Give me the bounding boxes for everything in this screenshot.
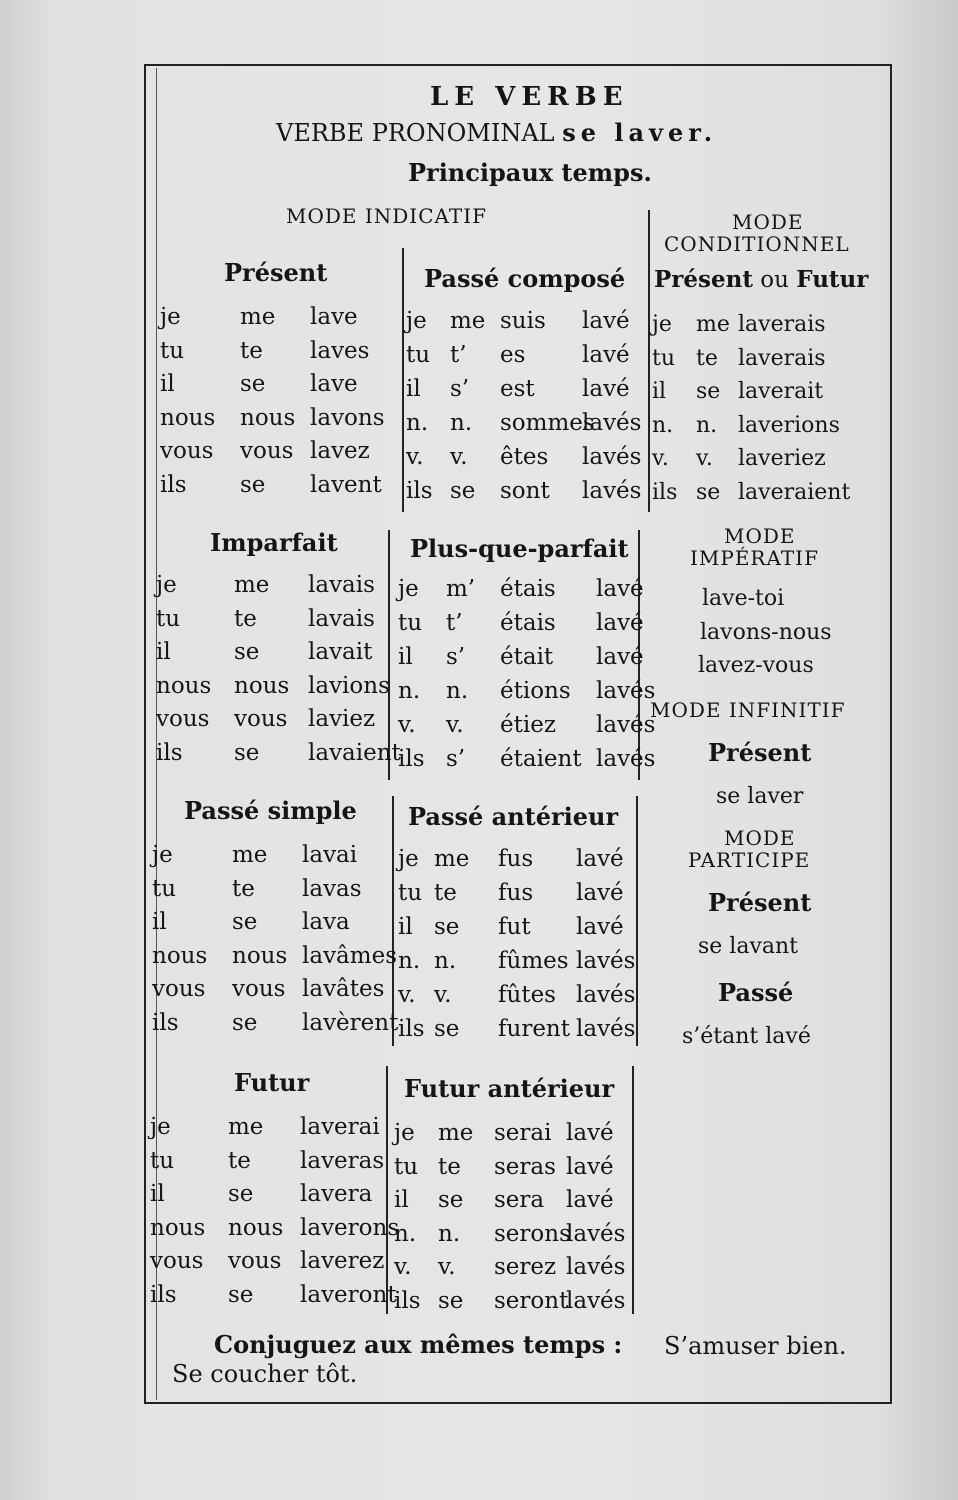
passe-anterieur-cell: lavé <box>576 914 624 940</box>
heading-present: Présent <box>224 258 328 287</box>
futur-anterieur-cell: n. <box>394 1220 417 1247</box>
plus-que-parfait-cell: lavé <box>596 644 644 670</box>
futur-cell: vous <box>228 1248 282 1274</box>
passe-compose-cell: lavé <box>582 376 630 402</box>
plus-que-parfait-cell: étais <box>500 610 556 636</box>
present-cell: lave <box>310 304 358 330</box>
passe-compose-cell: sont <box>500 478 550 504</box>
passe-simple-cell: lavâtes <box>302 976 385 1002</box>
present-cell: me <box>240 304 276 330</box>
futur-anterieur-cell: sera <box>494 1187 545 1213</box>
cond-head-present: Présent <box>654 266 753 293</box>
passe-anterieur-cell: se <box>434 914 460 940</box>
plus-que-parfait-cell: lavé <box>596 576 644 602</box>
passe-anterieur-cell: fus <box>498 880 534 906</box>
subtitle <box>276 118 717 147</box>
plus-que-parfait-cell: étais <box>500 576 556 602</box>
section-title: Principaux temps. <box>408 158 652 187</box>
passe-anterieur-cell: lavés <box>576 982 636 1008</box>
conditionnel-cell: me <box>696 312 730 337</box>
imparfait-cell: se <box>234 639 260 665</box>
heading-futur: Futur <box>234 1068 310 1097</box>
plus-que-parfait-cell: lavés <box>596 678 656 704</box>
passe-simple-cell: il <box>152 909 167 935</box>
passe-compose-cell: tu <box>406 342 431 368</box>
mode-imperatif-2: IMPÉRATIF <box>690 546 819 570</box>
futur-anterieur-cell: serai <box>494 1120 552 1146</box>
conditionnel-cell: il <box>652 379 667 404</box>
divider-right-4 <box>632 1066 634 1314</box>
heading-passe-anterieur: Passé antérieur <box>408 802 619 831</box>
imparfait-cell: je <box>156 572 177 598</box>
passe-simple-cell: lava <box>302 909 350 935</box>
passe-compose-cell: t’ <box>450 342 467 368</box>
conditionnel-cell: n. <box>652 412 674 438</box>
passe-simple-cell: nous <box>232 942 288 969</box>
futur-anterieur-cell: lavés <box>566 1254 626 1280</box>
present-cell: se <box>240 471 266 498</box>
footer-instruction: Conjuguez aux mêmes temps : <box>214 1330 623 1359</box>
present-cell: laves <box>310 337 370 364</box>
imparfait-cell: vous <box>156 706 210 732</box>
plus-que-parfait-cell: lavés <box>596 746 656 772</box>
passe-compose-cell: s’ <box>450 376 470 402</box>
mode-infinitif: MODE INFINITIF <box>650 698 846 722</box>
imparfait-cell: vous <box>234 706 288 732</box>
conditionnel-cell: laverait <box>738 379 824 404</box>
imparfait-cell: te <box>234 605 257 632</box>
imparfait-cell: me <box>234 572 270 598</box>
passe-anterieur-cell: il <box>398 914 413 940</box>
passe-compose-cell: v. <box>450 444 468 470</box>
conditionnel-cell: v. <box>652 446 669 471</box>
present-cell: nous <box>160 404 216 431</box>
plus-que-parfait-cell: étaient <box>500 746 582 772</box>
passe-anterieur-cell: ils <box>398 1016 425 1042</box>
futur-anterieur-cell: v. <box>438 1254 456 1280</box>
mode-conditionnel-2: CONDITIONNEL <box>664 232 850 256</box>
conditionnel-cell: te <box>696 345 718 371</box>
passe-simple-cell: lavas <box>302 875 362 902</box>
plus-que-parfait-cell: était <box>500 644 554 670</box>
futur-cell: il <box>150 1181 165 1207</box>
passe-compose-cell: sommes <box>500 410 595 436</box>
passe-compose-cell: lavé <box>582 342 630 368</box>
heading-futur-anterieur: Futur antérieur <box>404 1074 615 1103</box>
futur-anterieur-cell: lavés <box>566 1220 626 1247</box>
mode-participe-2: PARTICIPE <box>688 848 811 872</box>
passe-compose-cell: se <box>450 478 476 504</box>
passe-compose-cell: v. <box>406 444 424 470</box>
futur-cell: je <box>150 1114 171 1140</box>
passe-anterieur-cell: lavé <box>576 846 624 872</box>
passe-simple-cell: ils <box>152 1009 179 1036</box>
passe-compose-cell: lavés <box>582 478 642 504</box>
futur-anterieur-cell: lavé <box>566 1153 614 1180</box>
passe-anterieur-cell: je <box>398 846 419 872</box>
futur-cell: laverons <box>300 1214 400 1241</box>
heading-conditionnel <box>654 266 868 293</box>
futur-cell: lavera <box>300 1181 373 1207</box>
plus-que-parfait-cell: s’ <box>446 644 466 670</box>
passe-compose-cell: ils <box>406 478 433 504</box>
imparfait-cell: lavais <box>308 605 375 632</box>
page-title: LE VERBE <box>430 82 629 112</box>
passe-anterieur-cell: fûmes <box>498 948 569 974</box>
plus-que-parfait-cell: v. <box>446 712 464 738</box>
passe-compose-cell: êtes <box>500 444 549 470</box>
conditionnel-cell: laverions <box>738 412 840 438</box>
passe-simple-cell: vous <box>232 976 286 1002</box>
passe-simple-cell: vous <box>152 976 206 1002</box>
conditionnel-cell: laveraient <box>738 479 851 505</box>
futur-cell: laveras <box>300 1147 385 1174</box>
futur-cell: laverez <box>300 1248 385 1274</box>
divider-left-1 <box>402 248 404 512</box>
imperatif-cell: lavons-nous <box>700 619 832 645</box>
plus-que-parfait-cell: n. <box>446 678 469 704</box>
plus-que-parfait-cell: s’ <box>446 746 466 772</box>
conditionnel-cell: laveriez <box>738 446 826 471</box>
plus-que-parfait-cell: n. <box>398 678 421 704</box>
present-cell: lave <box>310 371 358 397</box>
subtitle-verb: se laver. <box>562 118 718 147</box>
passe-compose-cell: n. <box>406 410 429 436</box>
present-cell: je <box>160 304 181 330</box>
participe-head-present: Présent <box>708 888 812 917</box>
infinitif-value: se laver <box>716 784 804 809</box>
futur-anterieur-cell: seras <box>494 1153 556 1180</box>
footer-example-2: Se coucher tôt. <box>172 1360 358 1388</box>
imparfait-cell: lavaient <box>308 739 401 766</box>
futur-anterieur-cell: v. <box>394 1254 412 1280</box>
conditionnel-cell: se <box>696 479 721 505</box>
passe-anterieur-cell: n. <box>434 948 457 974</box>
passe-simple-cell: se <box>232 909 258 935</box>
passe-anterieur-cell: lavé <box>576 880 624 906</box>
passe-compose-cell: je <box>406 308 427 334</box>
futur-anterieur-cell: tu <box>394 1153 419 1180</box>
plus-que-parfait-cell: tu <box>398 610 423 636</box>
conditionnel-cell: n. <box>696 412 718 438</box>
futur-cell: tu <box>150 1147 175 1174</box>
divider-right-1 <box>648 210 650 512</box>
mode-indicatif: MODE INDICATIF <box>286 204 487 228</box>
futur-cell: me <box>228 1114 264 1140</box>
passe-compose-cell: suis <box>500 308 546 334</box>
conditionnel-cell: je <box>652 312 672 337</box>
passe-anterieur-cell: fûtes <box>498 982 556 1008</box>
imperatif-cell: lavez-vous <box>698 653 814 678</box>
heading-passe-simple: Passé simple <box>184 796 357 825</box>
futur-cell: se <box>228 1281 254 1308</box>
futur-cell: nous <box>228 1214 284 1241</box>
plus-que-parfait-cell: je <box>398 576 419 602</box>
plus-que-parfait-cell: t’ <box>446 610 463 636</box>
futur-cell: laverai <box>300 1114 380 1140</box>
futur-anterieur-cell: il <box>394 1187 409 1213</box>
futur-anterieur-cell: se <box>438 1187 464 1213</box>
imparfait-cell: lavais <box>308 572 375 598</box>
futur-cell: ils <box>150 1281 177 1308</box>
infinitif-head: Présent <box>708 738 812 767</box>
futur-anterieur-cell: serons <box>494 1220 571 1247</box>
futur-anterieur-cell: lavé <box>566 1120 614 1146</box>
present-cell: te <box>240 337 263 364</box>
passe-anterieur-cell: furent <box>498 1016 570 1042</box>
passe-anterieur-cell: lavés <box>576 1016 636 1042</box>
divider-right-3 <box>636 796 638 1046</box>
divider-left-3 <box>392 796 394 1046</box>
passe-anterieur-cell: tu <box>398 880 423 906</box>
passe-compose-cell: me <box>450 308 486 334</box>
passe-anterieur-cell: se <box>434 1016 460 1042</box>
imparfait-cell: laviez <box>308 706 376 732</box>
conditionnel-cell: v. <box>696 446 713 471</box>
mode-participe-1: MODE <box>724 826 796 850</box>
present-cell: vous <box>160 438 214 464</box>
passe-compose-cell: est <box>500 376 535 402</box>
imparfait-cell: lavait <box>308 639 373 665</box>
participe-head-passe: Passé <box>718 978 794 1007</box>
passe-compose-cell: lavés <box>582 444 642 470</box>
imparfait-cell: nous <box>156 672 212 699</box>
mode-conditionnel-1: MODE <box>732 210 804 234</box>
divider-left-4 <box>386 1066 388 1314</box>
imparfait-cell: il <box>156 639 171 665</box>
plus-que-parfait-cell: il <box>398 644 413 670</box>
passe-anterieur-cell: v. <box>434 982 452 1008</box>
heading-passe-compose: Passé composé <box>424 264 626 293</box>
present-cell: lavez <box>310 438 370 464</box>
conditionnel-cell: laverais <box>738 345 826 371</box>
present-cell: il <box>160 371 175 397</box>
futur-anterieur-cell: lavés <box>566 1287 626 1314</box>
passe-compose-cell: es <box>500 342 526 368</box>
passe-simple-cell: lavai <box>302 842 358 868</box>
passe-compose-cell: il <box>406 376 421 402</box>
passe-anterieur-cell: v. <box>398 982 416 1008</box>
futur-anterieur-cell: ils <box>394 1287 421 1314</box>
passe-simple-cell: me <box>232 842 268 868</box>
present-cell: ils <box>160 471 187 498</box>
passe-simple-cell: nous <box>152 942 208 969</box>
conditionnel-cell: tu <box>652 345 676 371</box>
conditionnel-cell: ils <box>652 479 678 505</box>
futur-anterieur-cell: je <box>394 1120 415 1146</box>
present-cell: tu <box>160 337 185 364</box>
plus-que-parfait-cell: lavé <box>596 610 644 636</box>
futur-anterieur-cell: n. <box>438 1220 461 1247</box>
passe-compose-cell: n. <box>450 410 473 436</box>
futur-anterieur-cell: se <box>438 1287 464 1314</box>
passe-simple-cell: je <box>152 842 173 868</box>
passe-compose-cell: lavé <box>582 308 630 334</box>
imparfait-cell: lavions <box>308 672 390 699</box>
passe-anterieur-cell: lavés <box>576 948 636 974</box>
passe-anterieur-cell: te <box>434 880 457 906</box>
heading-imparfait: Imparfait <box>210 528 338 557</box>
passe-simple-cell: te <box>232 875 255 902</box>
plus-que-parfait-cell: lavés <box>596 712 656 738</box>
passe-simple-cell: lavâmes <box>302 942 397 969</box>
imparfait-cell: se <box>234 739 260 766</box>
passe-compose-cell: lavés <box>582 410 642 436</box>
passe-anterieur-cell: me <box>434 846 470 872</box>
conditionnel-cell: se <box>696 379 721 404</box>
subtitle-text: VERBE PRONOMINAL <box>276 119 563 147</box>
present-cell: se <box>240 371 266 397</box>
imperatif-cell: lave-toi <box>702 586 785 611</box>
futur-cell: vous <box>150 1248 204 1274</box>
plus-que-parfait-cell: étions <box>500 678 571 704</box>
passe-anterieur-cell: fus <box>498 846 534 872</box>
cond-head-or: ou <box>752 267 797 293</box>
present-cell: nous <box>240 404 296 431</box>
passe-simple-cell: tu <box>152 875 177 902</box>
plus-que-parfait-cell: ils <box>398 746 425 772</box>
futur-anterieur-cell: me <box>438 1120 474 1146</box>
futur-anterieur-cell: serez <box>494 1254 557 1280</box>
participe-passe: s’étant lavé <box>682 1024 811 1049</box>
futur-cell: te <box>228 1147 251 1174</box>
imparfait-cell: ils <box>156 739 183 766</box>
cond-head-futur: Futur <box>796 266 869 293</box>
heading-plus-que-parfait: Plus-que-parfait <box>410 534 629 563</box>
futur-cell: se <box>228 1181 254 1207</box>
present-cell: lavent <box>310 471 382 498</box>
futur-anterieur-cell: seront <box>494 1287 569 1314</box>
imparfait-cell: nous <box>234 672 290 699</box>
passe-anterieur-cell: n. <box>398 948 421 974</box>
footer-example-1: S’amuser bien. <box>664 1332 847 1360</box>
plus-que-parfait-cell: m’ <box>446 576 476 602</box>
plus-que-parfait-cell: v. <box>398 712 416 738</box>
futur-anterieur-cell: lavé <box>566 1187 614 1213</box>
participe-present: se lavant <box>698 934 799 959</box>
futur-cell: laveront <box>300 1281 397 1308</box>
imparfait-cell: tu <box>156 605 181 632</box>
conditionnel-cell: laverais <box>738 312 826 337</box>
mode-imperatif-1: MODE <box>724 524 796 548</box>
futur-cell: nous <box>150 1214 206 1241</box>
present-cell: vous <box>240 438 294 464</box>
plus-que-parfait-cell: étiez <box>500 712 556 738</box>
passe-anterieur-cell: fut <box>498 914 531 940</box>
passe-simple-cell: lavèrent <box>302 1009 399 1036</box>
passe-simple-cell: se <box>232 1009 258 1036</box>
present-cell: lavons <box>310 404 385 431</box>
futur-anterieur-cell: te <box>438 1153 461 1180</box>
